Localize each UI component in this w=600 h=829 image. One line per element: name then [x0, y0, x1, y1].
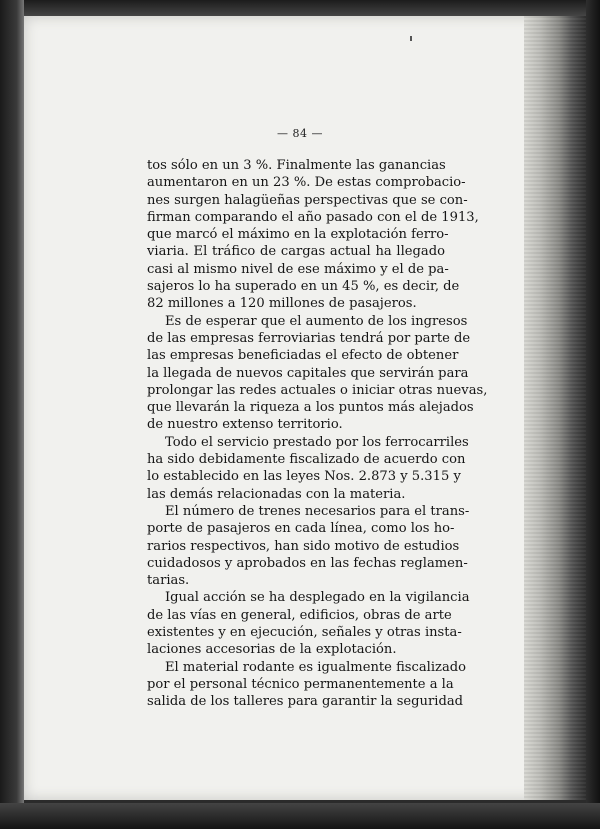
paragraph	[147, 589, 470, 658]
text-line: aumentaron en un 23 %. De estas comprobacio-	[147, 175, 466, 191]
text-line: de las empresas ferroviarias tendrá por parte de	[147, 330, 471, 346]
text-line: casi al mismo nivel de ese máximo y el de pa-	[147, 261, 449, 277]
text-line: rarios respectivos, han sido motivo de estudios	[147, 538, 460, 554]
scan-border-bottom	[0, 803, 600, 829]
text-line: salida de los talleres para garantir la seguridad	[147, 694, 464, 710]
text-line: que marcó el máximo en la explotación ferro-	[147, 227, 449, 243]
text-line: las demás relacionadas con la materia.	[147, 486, 406, 502]
text-line: laciones accesorias de la explotación.	[147, 642, 397, 658]
text-line: porte de pasajeros en cada línea, como los ho-	[147, 521, 455, 537]
text-line: tos sólo en un 3 %. Finalmente las ganancias	[147, 158, 446, 173]
text-line: cuidadosos y aprobados en las fechas reglamen-	[147, 555, 468, 571]
scan-border-right	[586, 0, 600, 829]
text-line: existentes y en ejecución, señales y otras insta-	[147, 625, 462, 641]
paragraph	[147, 434, 469, 503]
text-line: Es de esperar que el aumento de los ingresos	[165, 313, 468, 329]
text-line: sajeros lo ha superado en un 45 %, es decir, de	[147, 279, 460, 295]
text-line: ha sido debidamente fiscalizado de acuerdo con	[147, 452, 466, 468]
text-line: El material rodante es igualmente fiscalizado	[165, 659, 467, 675]
paragraph	[147, 157, 479, 313]
text-line: El número de trenes necesarios para el trans-	[165, 503, 470, 519]
text-line: lo establecido en las leyes Nos. 2.873 y 5.315 y	[147, 469, 461, 485]
text-line: viaria. El tráfico de cargas actual ha llegado	[147, 244, 445, 260]
text-line: de nuestro extenso territorio.	[147, 417, 343, 433]
text-line: tarias.	[147, 573, 190, 589]
paragraph	[147, 503, 470, 589]
text-line: nes surgen halagüeñas perspectivas que se con-	[147, 192, 468, 208]
ink-speck	[410, 36, 412, 41]
text-line: Igual acción se ha desplegado en la vigilancia	[165, 590, 470, 606]
text-line: por el personal técnico permanentemente a la	[147, 676, 454, 692]
page-number: — 84 —	[277, 127, 323, 140]
body-text	[147, 157, 488, 711]
text-line: las empresas beneficiadas el efecto de obtener	[147, 348, 459, 364]
text-line: 82 millones a 120 millones de pasajeros.	[147, 296, 417, 312]
paragraph	[147, 313, 488, 434]
text-line: Todo el servicio prestado por los ferrocarriles	[165, 434, 469, 450]
text-line: la llegada de nuevos capitales que servirán para	[147, 365, 469, 381]
text-line: firman comparando el año pasado con el de 1913,	[147, 209, 479, 225]
text-line: de las vías en general, edificios, obras de arte	[147, 607, 452, 623]
paragraph	[147, 659, 467, 711]
text-line: prolongar las redes actuales o iniciar otras nuevas,	[147, 382, 488, 398]
text-line: que llevarán la riqueza a los puntos más alejados	[147, 400, 474, 416]
scan-border-left	[0, 0, 24, 829]
